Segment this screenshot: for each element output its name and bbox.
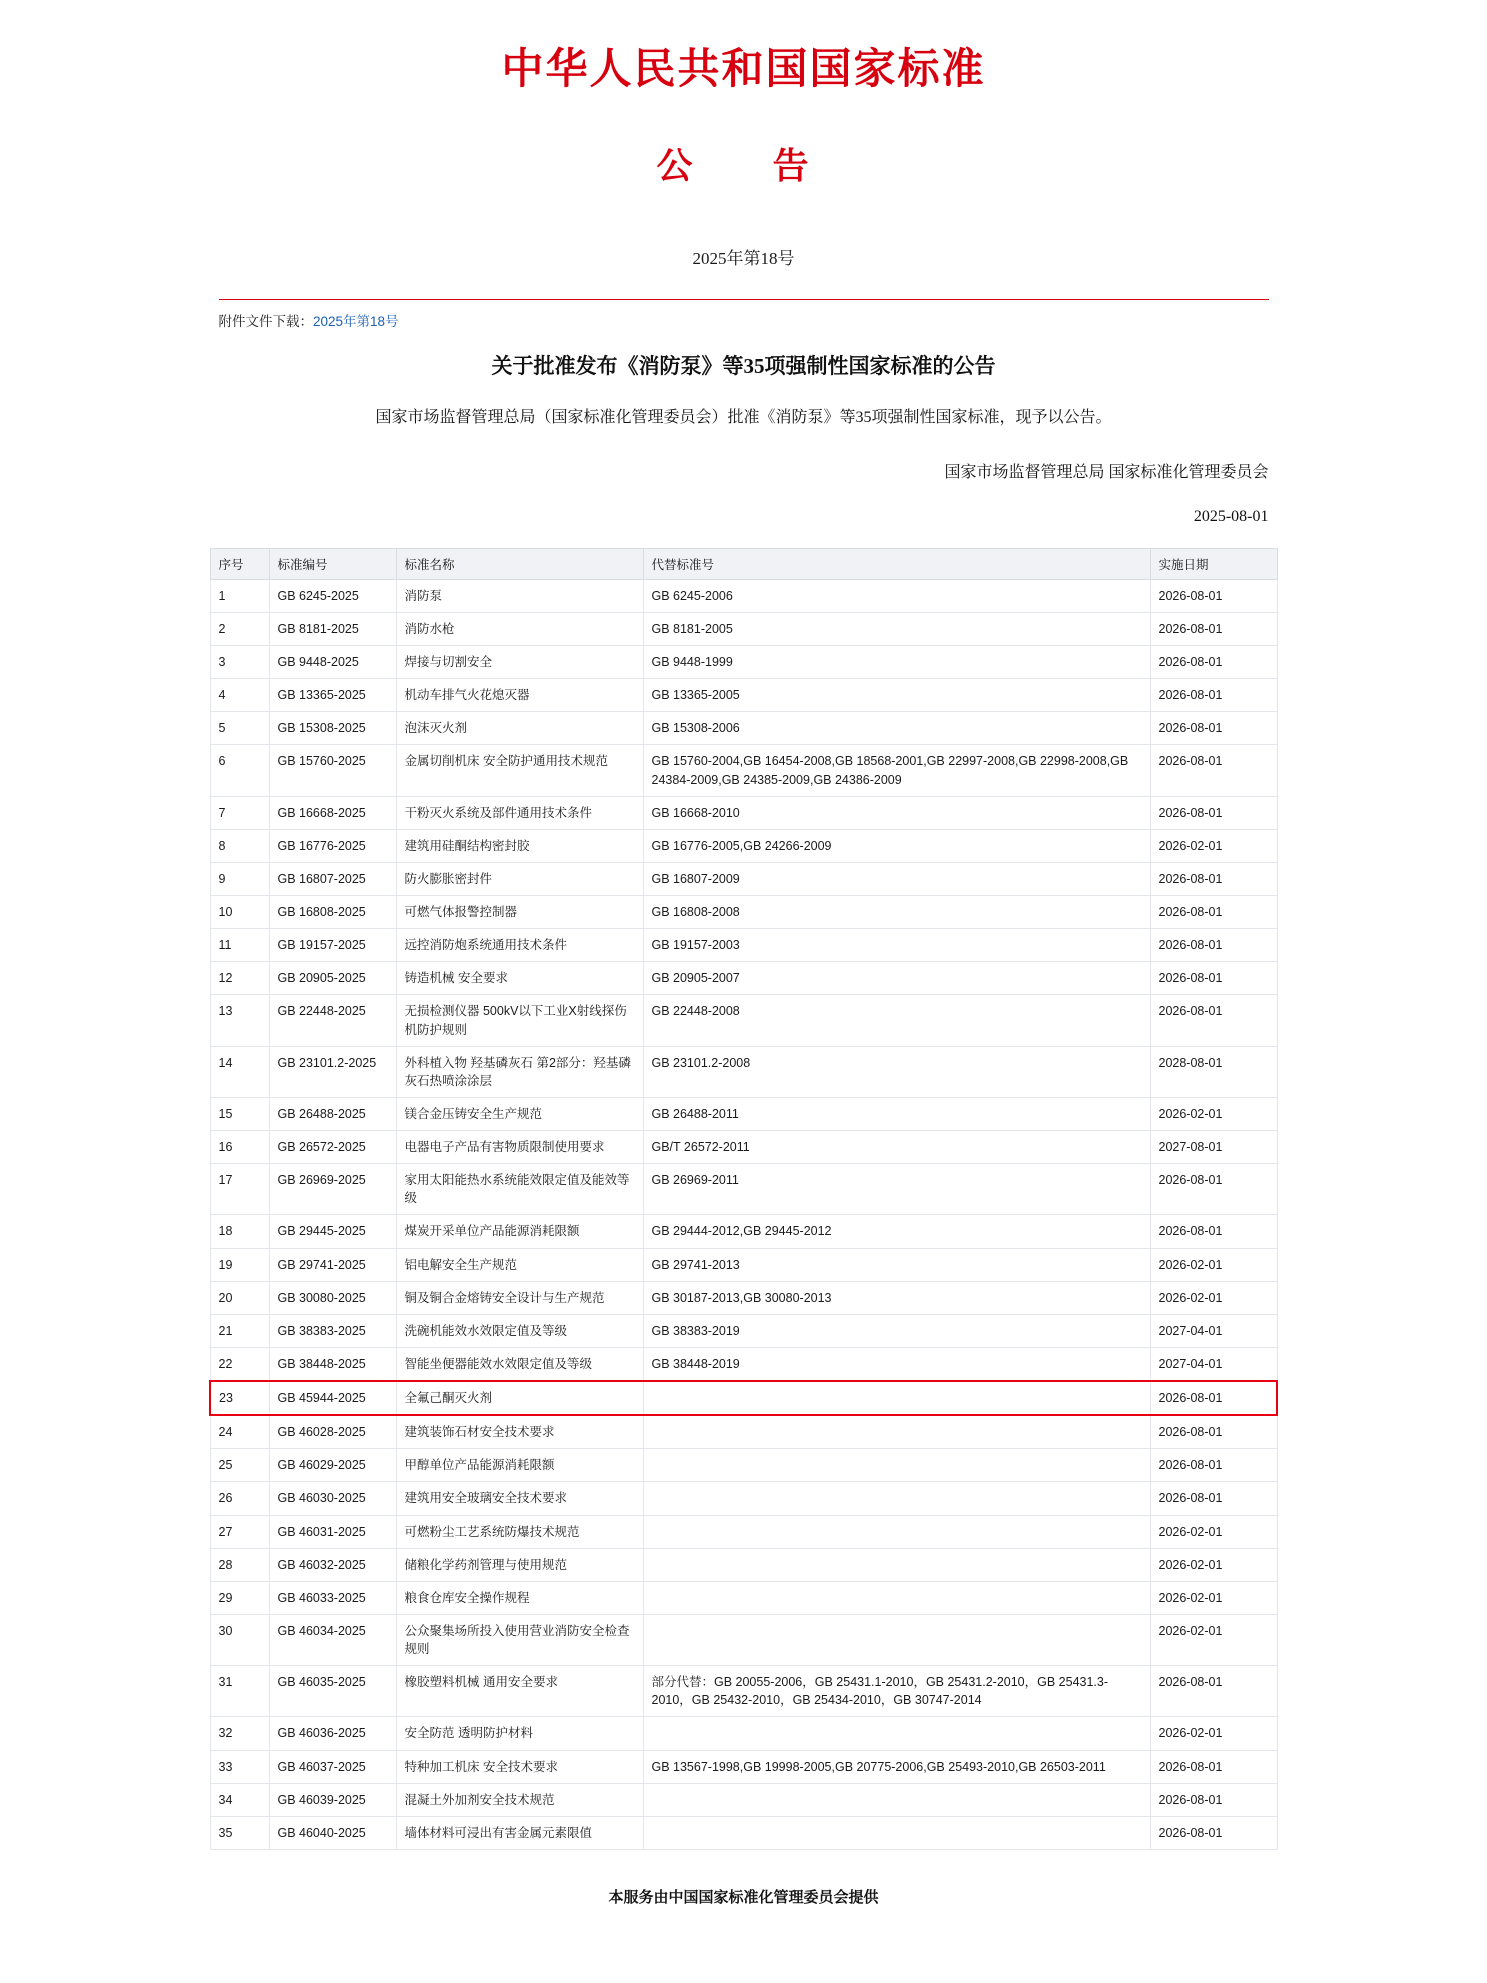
cell-replaces: GB 29741-2013 <box>643 1248 1150 1281</box>
cell-date: 2026-08-01 <box>1150 1164 1277 1215</box>
cell-num: 27 <box>210 1515 269 1548</box>
issue-date: 2025-08-01 <box>1193 507 1269 525</box>
cell-name[interactable]: 镁合金压铸安全生产规范 <box>396 1097 643 1130</box>
table-row <box>210 745 1277 796</box>
standards-table <box>209 548 1278 1850</box>
cell-code: GB 9448-2025 <box>269 646 396 679</box>
cell-date: 2026-02-01 <box>1150 1281 1277 1314</box>
cell-date: 2026-08-01 <box>1150 646 1277 679</box>
cell-code: GB 8181-2025 <box>269 612 396 645</box>
cell-date: 2026-02-01 <box>1150 1717 1277 1750</box>
table-row <box>210 1281 1277 1314</box>
table-row <box>210 1666 1277 1717</box>
cell-num: 16 <box>210 1131 269 1164</box>
table-row <box>210 1381 1277 1415</box>
cell-date: 2026-08-01 <box>1150 929 1277 962</box>
cell-name[interactable]: 甲醇单位产品能源消耗限额 <box>396 1449 643 1482</box>
cell-code: GB 46030-2025 <box>269 1482 396 1515</box>
table-row <box>210 829 1277 862</box>
table-row <box>210 579 1277 612</box>
cell-code: GB 6245-2025 <box>269 579 396 612</box>
cell-code: GB 46028-2025 <box>269 1415 396 1449</box>
cell-code: GB 23101.2-2025 <box>269 1046 396 1097</box>
table-row <box>210 1548 1277 1581</box>
cell-num: 24 <box>210 1415 269 1449</box>
notice-title: 关于批准发布《消防泵》等35项强制性国家标准的公告 <box>491 354 996 378</box>
cell-replaces <box>643 1614 1150 1665</box>
cell-name[interactable]: 可燃气体报警控制器 <box>396 896 643 929</box>
cell-date: 2026-02-01 <box>1150 1548 1277 1581</box>
cell-code: GB 13365-2025 <box>269 679 396 712</box>
cell-name[interactable]: 干粉灭火系统及部件通用技术条件 <box>396 796 643 829</box>
cell-replaces <box>643 1482 1150 1515</box>
cell-name[interactable]: 建筑装饰石材安全技术要求 <box>396 1415 643 1449</box>
cell-date: 2027-08-01 <box>1150 1131 1277 1164</box>
column-header-code: 标准编号 <box>269 548 396 579</box>
cell-code: GB 22448-2025 <box>269 995 396 1046</box>
table-row <box>210 796 1277 829</box>
cell-num: 12 <box>210 962 269 995</box>
cell-date: 2026-08-01 <box>1150 962 1277 995</box>
cell-name[interactable]: 墙体材料可浸出有害金属元素限值 <box>396 1816 643 1849</box>
cell-date: 2026-02-01 <box>1150 829 1277 862</box>
cell-name[interactable]: 建筑用硅酮结构密封胶 <box>396 829 643 862</box>
table-row <box>210 679 1277 712</box>
cell-replaces: GB 16808-2008 <box>643 896 1150 929</box>
cell-num: 1 <box>210 579 269 612</box>
cell-date: 2026-08-01 <box>1150 862 1277 895</box>
cell-num: 33 <box>210 1750 269 1783</box>
cell-num: 6 <box>210 745 269 796</box>
cell-num: 26 <box>210 1482 269 1515</box>
cell-date: 2026-08-01 <box>1150 579 1277 612</box>
cell-replaces: GB 38383-2019 <box>643 1314 1150 1347</box>
table-row <box>210 1415 1277 1449</box>
cell-code: GB 16808-2025 <box>269 896 396 929</box>
cell-date: 2026-08-01 <box>1150 1415 1277 1449</box>
cell-replaces <box>643 1581 1150 1614</box>
cell-replaces <box>643 1717 1150 1750</box>
cell-code: GB 38448-2025 <box>269 1347 396 1381</box>
cell-name[interactable]: 消防泵 <box>396 579 643 612</box>
cell-date: 2026-02-01 <box>1150 1248 1277 1281</box>
cell-num: 32 <box>210 1717 269 1750</box>
cell-name[interactable]: 铸造机械 安全要求 <box>396 962 643 995</box>
cell-num: 31 <box>210 1666 269 1717</box>
cell-code: GB 30080-2025 <box>269 1281 396 1314</box>
cell-code: GB 38383-2025 <box>269 1314 396 1347</box>
cell-num: 3 <box>210 646 269 679</box>
cell-num: 14 <box>210 1046 269 1097</box>
cell-name[interactable]: 金属切削机床 安全防护通用技术规范 <box>396 745 643 796</box>
cell-replaces: GB 26488-2011 <box>643 1097 1150 1130</box>
cell-num: 9 <box>210 862 269 895</box>
table-row <box>210 1248 1277 1281</box>
cell-code: GB 46031-2025 <box>269 1515 396 1548</box>
cell-num: 10 <box>210 896 269 929</box>
attachment-download-link[interactable]: 2025年第18号 <box>313 314 399 329</box>
table-row <box>210 962 1277 995</box>
cell-num: 2 <box>210 612 269 645</box>
table-row <box>210 1717 1277 1750</box>
cell-code: GB 45944-2025 <box>269 1381 396 1415</box>
cell-name[interactable]: 铝电解安全生产规范 <box>396 1248 643 1281</box>
table-row <box>210 612 1277 645</box>
table-row <box>210 1515 1277 1548</box>
cell-num: 15 <box>210 1097 269 1130</box>
cell-num: 19 <box>210 1248 269 1281</box>
cell-date: 2026-08-01 <box>1150 896 1277 929</box>
cell-name[interactable]: 焊接与切割安全 <box>396 646 643 679</box>
cell-num: 7 <box>210 796 269 829</box>
table-row <box>210 1215 1277 1248</box>
cell-name[interactable]: 电器电子产品有害物质限制使用要求 <box>396 1131 643 1164</box>
cell-code: GB 46032-2025 <box>269 1548 396 1581</box>
cell-replaces: GB 30187-2013,GB 30080-2013 <box>643 1281 1150 1314</box>
cell-name[interactable]: 全氟己酮灭火剂 <box>396 1381 643 1415</box>
cell-num: 29 <box>210 1581 269 1614</box>
table-row <box>210 995 1277 1046</box>
cell-date: 2026-08-01 <box>1150 1783 1277 1816</box>
table-row <box>210 1581 1277 1614</box>
cell-num: 11 <box>210 929 269 962</box>
cell-num: 4 <box>210 679 269 712</box>
cell-code: GB 29445-2025 <box>269 1215 396 1248</box>
attachment-row <box>219 310 1269 330</box>
table-row <box>210 1164 1277 1215</box>
cell-num: 28 <box>210 1548 269 1581</box>
cell-num: 21 <box>210 1314 269 1347</box>
cell-name[interactable]: 防火膨胀密封件 <box>396 862 643 895</box>
cell-num: 13 <box>210 995 269 1046</box>
table-row <box>210 1449 1277 1482</box>
cell-name[interactable]: 煤炭开采单位产品能源消耗限额 <box>396 1215 643 1248</box>
cell-replaces <box>643 1381 1150 1415</box>
cell-date: 2027-04-01 <box>1150 1314 1277 1347</box>
notice-body: 国家市场监督管理总局（国家标准化管理委员会）批准《消防泵》等35项强制性国家标准，现予以公告。 <box>375 409 1112 426</box>
cell-replaces <box>643 1783 1150 1816</box>
cell-num: 8 <box>210 829 269 862</box>
table-header-row <box>210 548 1277 579</box>
footer-note: 本服务由中国国家标准化管理委员会提供 <box>608 1889 879 1906</box>
cell-replaces: GB 15760-2004,GB 16454-2008,GB 18568-2001,GB 22997-2008,GB 22998-2008,GB 24384-2009,GB 24385-2009,GB 24386-2009 <box>643 745 1150 796</box>
cell-num: 5 <box>210 712 269 745</box>
cell-replaces: GB 16807-2009 <box>643 862 1150 895</box>
cell-date: 2026-08-01 <box>1150 995 1277 1046</box>
cell-code: GB 16776-2025 <box>269 829 396 862</box>
cell-date: 2026-08-01 <box>1150 1816 1277 1849</box>
table-row <box>210 1131 1277 1164</box>
cell-name[interactable]: 橡胶塑料机械 通用安全要求 <box>396 1666 643 1717</box>
table-row <box>210 1482 1277 1515</box>
page-title: 中华人民共和国国家标准 <box>501 47 986 93</box>
standards-table-body <box>210 579 1277 1849</box>
cell-code: GB 16807-2025 <box>269 862 396 895</box>
cell-name[interactable]: 泡沫灭火剂 <box>396 712 643 745</box>
cell-num: 18 <box>210 1215 269 1248</box>
cell-replaces: GB 29444-2012,GB 29445-2012 <box>643 1215 1150 1248</box>
table-row <box>210 646 1277 679</box>
issuing-authority: 国家市场监督管理总局 国家标准化管理委员会 <box>944 463 1269 481</box>
cell-replaces: GB 22448-2008 <box>643 995 1150 1046</box>
cell-code: GB 16668-2025 <box>269 796 396 829</box>
cell-code: GB 46029-2025 <box>269 1449 396 1482</box>
cell-date: 2026-08-01 <box>1150 745 1277 796</box>
cell-date: 2028-08-01 <box>1150 1046 1277 1097</box>
cell-name[interactable]: 储粮化学药剂管理与使用规范 <box>396 1548 643 1581</box>
cell-code: GB 46034-2025 <box>269 1614 396 1665</box>
cell-replaces <box>643 1515 1150 1548</box>
cell-code: GB 46036-2025 <box>269 1717 396 1750</box>
cell-code: GB 46039-2025 <box>269 1783 396 1816</box>
cell-replaces: GB 13567-1998,GB 19998-2005,GB 20775-2006,GB 25493-2010,GB 26503-2011 <box>643 1750 1150 1783</box>
column-header-num: 序号 <box>210 548 269 579</box>
cell-name[interactable]: 粮食仓库安全操作规程 <box>396 1581 643 1614</box>
cell-date: 2027-04-01 <box>1150 1347 1277 1381</box>
cell-replaces <box>643 1415 1150 1449</box>
cell-date: 2026-08-01 <box>1150 1215 1277 1248</box>
cell-date: 2026-02-01 <box>1150 1515 1277 1548</box>
attachment-label: 附件文件下载： <box>218 314 313 329</box>
cell-replaces: GB 19157-2003 <box>643 929 1150 962</box>
cell-replaces: GB 20905-2007 <box>643 962 1150 995</box>
cell-name[interactable]: 无损检测仪器 500kV以下工业X射线探伤机防护规则 <box>396 995 643 1046</box>
cell-replaces: GB/T 26572-2011 <box>643 1131 1150 1164</box>
table-row <box>210 1783 1277 1816</box>
cell-replaces: 部分代替：GB 20055-2006，GB 25431.1-2010，GB 25431.2-2010，GB 25431.3-2010，GB 25432-2010，GB 25434-2010，GB 30747-2014 <box>643 1666 1150 1717</box>
cell-num: 22 <box>210 1347 269 1381</box>
cell-num: 25 <box>210 1449 269 1482</box>
cell-replaces <box>643 1449 1150 1482</box>
cell-name[interactable]: 特种加工机床 安全技术要求 <box>396 1750 643 1783</box>
cell-date: 2026-08-01 <box>1150 1449 1277 1482</box>
table-row <box>210 929 1277 962</box>
cell-replaces: GB 6245-2006 <box>643 579 1150 612</box>
announcement-heading: 公 告 <box>656 146 831 186</box>
cell-num: 20 <box>210 1281 269 1314</box>
cell-date: 2026-08-01 <box>1150 679 1277 712</box>
cell-name[interactable]: 建筑用安全玻璃安全技术要求 <box>396 1482 643 1515</box>
cell-code: GB 26969-2025 <box>269 1164 396 1215</box>
table-row <box>210 1097 1277 1130</box>
cell-code: GB 29741-2025 <box>269 1248 396 1281</box>
cell-replaces <box>643 1816 1150 1849</box>
cell-date: 2026-02-01 <box>1150 1614 1277 1665</box>
cell-replaces: GB 38448-2019 <box>643 1347 1150 1381</box>
cell-date: 2026-08-01 <box>1150 612 1277 645</box>
cell-date: 2026-08-01 <box>1150 1750 1277 1783</box>
cell-date: 2026-08-01 <box>1150 1666 1277 1717</box>
cell-replaces: GB 23101.2-2008 <box>643 1046 1150 1097</box>
cell-date: 2026-08-01 <box>1150 796 1277 829</box>
cell-date: 2026-08-01 <box>1150 1482 1277 1515</box>
cell-name[interactable]: 洗碗机能效水效限定值及等级 <box>396 1314 643 1347</box>
cell-name[interactable]: 安全防范 透明防护材料 <box>396 1717 643 1750</box>
cell-code: GB 15308-2025 <box>269 712 396 745</box>
cell-name[interactable]: 可燃粉尘工艺系统防爆技术规范 <box>396 1515 643 1548</box>
cell-code: GB 46037-2025 <box>269 1750 396 1783</box>
table-row <box>210 1614 1277 1665</box>
cell-name[interactable]: 远控消防炮系统通用技术条件 <box>396 929 643 962</box>
cell-code: GB 26488-2025 <box>269 1097 396 1130</box>
cell-name[interactable]: 公众聚集场所投入使用营业消防安全检查规则 <box>396 1614 643 1665</box>
table-row <box>210 896 1277 929</box>
cell-date: 2026-08-01 <box>1150 712 1277 745</box>
table-row <box>210 1816 1277 1849</box>
cell-code: GB 46033-2025 <box>269 1581 396 1614</box>
cell-replaces: GB 26969-2011 <box>643 1164 1150 1215</box>
table-row <box>210 1750 1277 1783</box>
column-header-replaces: 代替标准号 <box>643 548 1150 579</box>
cell-date: 2026-02-01 <box>1150 1097 1277 1130</box>
table-row <box>210 712 1277 745</box>
cell-replaces: GB 15308-2006 <box>643 712 1150 745</box>
divider-rule <box>219 299 1269 300</box>
cell-replaces: GB 16776-2005,GB 24266-2009 <box>643 829 1150 862</box>
issue-number: 2025年第18号 <box>692 249 795 268</box>
cell-num: 35 <box>210 1816 269 1849</box>
cell-name[interactable]: 家用太阳能热水系统能效限定值及能效等级 <box>396 1164 643 1215</box>
table-row <box>210 1046 1277 1097</box>
cell-name[interactable]: 智能坐便器能效水效限定值及等级 <box>396 1347 643 1381</box>
cell-code: GB 26572-2025 <box>269 1131 396 1164</box>
cell-replaces: GB 8181-2005 <box>643 612 1150 645</box>
cell-date: 2026-02-01 <box>1150 1581 1277 1614</box>
cell-replaces: GB 9448-1999 <box>643 646 1150 679</box>
cell-code: GB 20905-2025 <box>269 962 396 995</box>
cell-date: 2026-08-01 <box>1150 1381 1277 1415</box>
cell-code: GB 46040-2025 <box>269 1816 396 1849</box>
cell-code: GB 15760-2025 <box>269 745 396 796</box>
table-row <box>210 862 1277 895</box>
cell-replaces: GB 13365-2005 <box>643 679 1150 712</box>
cell-name[interactable]: 机动车排气火花熄灭器 <box>396 679 643 712</box>
column-header-name: 标准名称 <box>396 548 643 579</box>
cell-name[interactable]: 外科植入物 羟基磷灰石 第2部分：羟基磷灰石热喷涂涂层 <box>396 1046 643 1097</box>
cell-code: GB 46035-2025 <box>269 1666 396 1717</box>
cell-replaces: GB 16668-2010 <box>643 796 1150 829</box>
table-row <box>210 1314 1277 1347</box>
cell-name[interactable]: 消防水枪 <box>396 612 643 645</box>
column-header-date: 实施日期 <box>1150 548 1277 579</box>
cell-replaces <box>643 1548 1150 1581</box>
cell-name[interactable]: 混凝土外加剂安全技术规范 <box>396 1783 643 1816</box>
cell-num: 23 <box>210 1381 269 1415</box>
cell-num: 17 <box>210 1164 269 1215</box>
cell-code: GB 19157-2025 <box>269 929 396 962</box>
cell-num: 34 <box>210 1783 269 1816</box>
cell-name[interactable]: 铜及铜合金熔铸安全设计与生产规范 <box>396 1281 643 1314</box>
table-row <box>210 1347 1277 1381</box>
cell-num: 30 <box>210 1614 269 1665</box>
